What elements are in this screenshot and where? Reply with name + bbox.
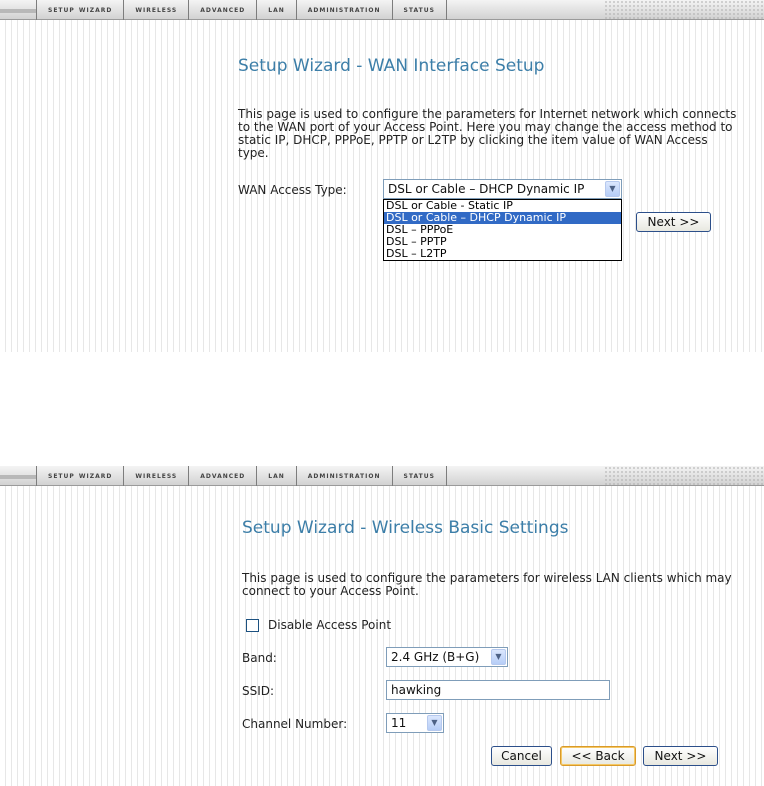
- top-navigation-bar: [0, 0, 764, 20]
- option-static-ip[interactable]: DSL or Cable - Static IP: [386, 199, 513, 212]
- cancel-button[interactable]: Cancel: [491, 746, 552, 766]
- channel-number-select[interactable]: [386, 713, 444, 733]
- wireless-setup-panel: [0, 466, 764, 786]
- navbar-lead-divider: [0, 9, 36, 13]
- wan-access-type-value: DSL or Cable – DHCP Dynamic IP: [388, 182, 585, 196]
- top-navigation-bar: [0, 466, 764, 486]
- chevron-down-icon[interactable]: ▼: [605, 181, 620, 197]
- channel-number-label: Channel Number:: [242, 717, 348, 731]
- option-pptp[interactable]: DSL – PPTP: [386, 235, 447, 248]
- band-label: Band:: [242, 651, 277, 665]
- tab-lan[interactable]: lan: [256, 0, 296, 20]
- wan-access-type-label: WAN Access Type:: [238, 183, 347, 197]
- navbar-dotted-pattern: [604, 466, 764, 486]
- wan-access-type-select[interactable]: [383, 179, 622, 199]
- next-button[interactable]: Next >>: [643, 746, 718, 766]
- tab-administration[interactable]: administration: [296, 0, 392, 20]
- disable-access-point-checkbox[interactable]: [246, 619, 259, 632]
- tab-administration[interactable]: administration: [296, 466, 392, 486]
- navbar-dotted-pattern: [604, 0, 764, 20]
- tab-setup-wizard[interactable]: setup wizard: [36, 466, 123, 486]
- page-description: This page is used to configure the parameters for wireless LAN clients which may connect to your Access Point.: [242, 571, 732, 598]
- tab-advanced[interactable]: advanced: [188, 466, 256, 486]
- option-dhcp-dynamic-ip[interactable]: DSL or Cable – DHCP Dynamic IP: [384, 212, 621, 224]
- nav-tabs: [36, 0, 447, 20]
- tab-status[interactable]: status: [392, 0, 447, 20]
- tab-status[interactable]: status: [392, 466, 447, 486]
- chevron-down-icon[interactable]: ▼: [491, 649, 506, 665]
- tab-advanced[interactable]: advanced: [188, 0, 256, 20]
- channel-number-value: 11: [391, 716, 407, 730]
- option-pppoe[interactable]: DSL – PPPoE: [386, 223, 454, 236]
- option-l2tp[interactable]: DSL – L2TP: [386, 247, 447, 260]
- band-value: 2.4 GHz (B+G): [391, 650, 480, 664]
- ssid-input[interactable]: hawking: [386, 680, 610, 700]
- navbar-lead-divider: [0, 475, 36, 479]
- wan-setup-panel: [0, 0, 764, 352]
- ssid-label: SSID:: [242, 684, 275, 698]
- tab-wireless[interactable]: wireless: [123, 0, 188, 20]
- band-select[interactable]: [386, 647, 508, 667]
- disable-access-point-label: Disable Access Point: [268, 618, 392, 632]
- page-description: This page is used to configure the parameters for Internet network which connects to the WAN port of your Access Point. Here you may change the access method to static IP, DHCP, PPPoE, PPTP or L2TP by clicking the item value of WAN Access type.: [238, 107, 737, 160]
- back-button[interactable]: << Back: [560, 746, 636, 766]
- chevron-down-icon[interactable]: ▼: [427, 715, 442, 731]
- wan-access-type-dropdown-list: [383, 199, 622, 261]
- tab-setup-wizard[interactable]: setup wizard: [36, 0, 123, 20]
- next-button[interactable]: Next >>: [636, 212, 711, 232]
- page-title: Setup Wizard - Wireless Basic Settings: [242, 518, 569, 538]
- nav-tabs: [36, 466, 447, 486]
- tab-wireless[interactable]: wireless: [123, 466, 188, 486]
- page-title: Setup Wizard - WAN Interface Setup: [238, 56, 545, 76]
- tab-lan[interactable]: lan: [256, 466, 296, 486]
